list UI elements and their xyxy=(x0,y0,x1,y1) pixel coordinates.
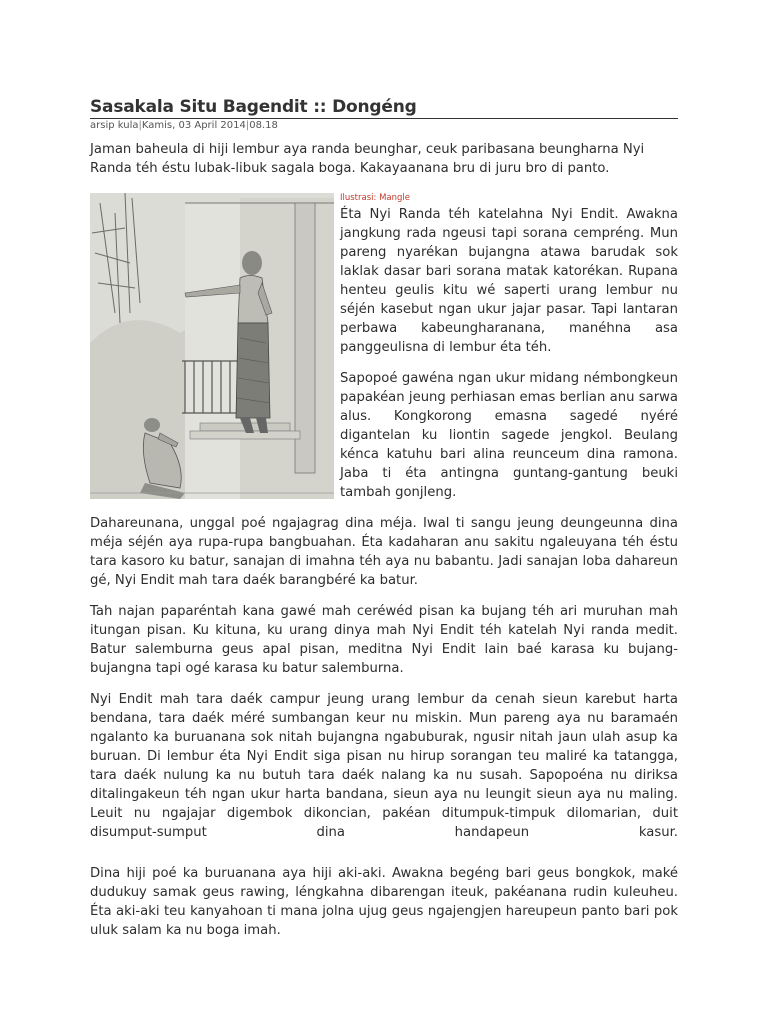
article xyxy=(90,96,678,940)
illustration-caption: Ilustrasi: Mangle xyxy=(340,193,410,203)
meta-author[interactable]: arsip kula xyxy=(90,120,139,131)
paragraph-6: Dina hiji poé ka buruanana aya hiji aki-aki. Awakna begéng bari geus bongkok, maké dudukuy samak geus rawing, léngkahna dibarengan iteuk, pakéanana rudin kuleuheu. Éta aki-aki teu kanyahoan ti mana jolna ujug geus ngajengjen hareupeun panto bari pok uluk salam ka nu boga imah. xyxy=(90,866,678,938)
illustration-figure xyxy=(90,193,334,499)
meta-date: Kamis, 03 April 2014 xyxy=(141,120,246,131)
paragraph-2: Sapopoé gawéna ngan ukur midang némbongkeun papakéan jeung perhiasan emas berlian anu sarwa alus. Kongkorong emasna sagedé nyéré digantelan ku liontin sagede jengkol. Beulang kénca katuhu bari alina reunceum dina ramona. Jaba ti éta antingna guntang-gantung beuki tambah gonjleng. xyxy=(340,371,678,500)
paragraph-3: Dahareunana, unggal poé ngajagrag dina méja. Iwal ti sangu jeung deungeunna dina méja séjén aya rupa-rupa bangbuahan. Éta kadaharan anu sakitu ngaleuyana téh éstu tara kasoro ku batur, sanajan di imahna téh aya nu babantu. Jadi sanajan loba dahareun gé, Nyi Endit mah tara daék barangbéré ka batur. xyxy=(90,516,678,588)
paragraph-4: Tah najan paparéntah kana gawé mah ceréwéd pisan ka bujang téh ari muruhan mah itungan pisan. Ku kituna, ku urang dinya mah Nyi Endit téh katelah Nyi randa medit. Batur salemburna geus apal pisan, meditna Nyi Endit lain baé karasa ku bujang-bujangna tapi ogé karasa ku batur salemburna. xyxy=(90,604,678,676)
article-title: Sasakala Situ Bagendit :: Dongéng xyxy=(90,97,417,117)
paragraph-5: Nyi Endit mah tara daék campur jeung urang lembur da cenah sieun karebut harta bendana, tara daék méré sumbangan keur nu miskin. Mun pareng aya nu baramaén ngalanto ka buruanana sok nitah bujangna ngabuburak, ngusir nitah jaun ulah asup ka buruan. Di lembur éta Nyi Endit siga pisan nu hirup sorangan teu maliré ka tatangga, tara daék nulung ka nu butuh tara daék nalang ka nu susah. Sapopoéna nu diriksa ditalingakeun téh ngan ukur harta bandana, sieun aya nu leungit sieun aya nu maling. Leuit nu ngajajar digembok dikoncian, pakéan ditumpuk-timpuk dilomarian, duit disumput-sumput dina handapeun kasur. xyxy=(90,692,678,840)
intro-paragraph: Jaman baheula di hiji lembur aya randa beunghar, ceuk paribasana beungharna Nyi Randa téh éstu lubak-libuk sagala boga. Kakayaanana bru di juru bro di panto. xyxy=(90,142,645,176)
paragraph-1: Éta Nyi Randa téh katelahna Nyi Endit. Awakna jangkung rada ngeusi tapi sorana cempréng. Mun pareng nyarékan bujangna atawa barudak sok laklak dasar bari sorana matak katorékan. Rupana henteu geulis kitu wé saperti urang lembur nu séjén kasebut ngan ukur jajar pasar. Tapi lantaran perbawa kabeungharanana, manéhna asa panggeulisna di lembur éta téh. xyxy=(340,207,678,355)
article-body xyxy=(90,193,678,940)
article-meta: arsip kula|Kamis, 03 April 2014|08.18 xyxy=(90,118,678,132)
meta-time: 08.18 xyxy=(249,120,278,131)
illustration-image xyxy=(90,193,334,499)
